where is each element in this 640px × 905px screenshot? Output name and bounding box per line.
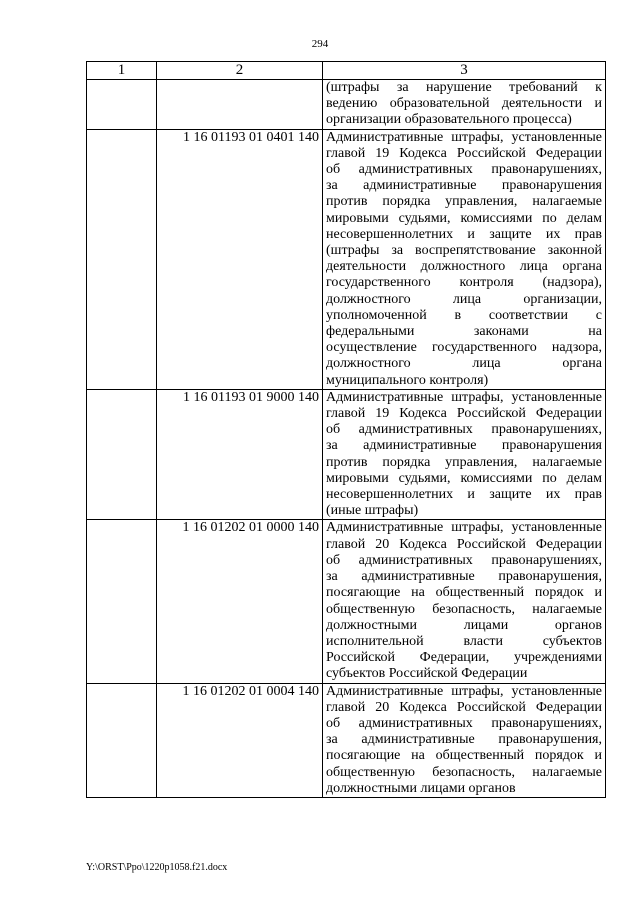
description-line: (иные штрафы): [326, 503, 419, 519]
description-line: исполнительной власти субъектов: [326, 633, 602, 649]
description-cell: [323, 389, 606, 520]
description-line: за административные правонарушения: [326, 438, 602, 454]
budget-code-table: [86, 61, 606, 798]
description-line: Административные штрафы, установленные: [326, 520, 602, 536]
description-line: должностного лица организации,: [326, 291, 602, 307]
page-number: 294: [311, 38, 329, 50]
description-line: несовершеннолетних и защите их прав: [326, 226, 602, 242]
row-number-cell: [87, 389, 157, 520]
description-line: главой 20 Кодекса Российской Федерации: [326, 536, 602, 552]
description-line: субъектов Российской Федерации: [326, 666, 528, 682]
description-line: федеральными законами на: [326, 324, 602, 340]
row-number-cell: [87, 683, 157, 797]
description-line: об административных правонарушениях,: [326, 552, 602, 568]
row-number-cell: [87, 80, 157, 130]
description-line: должностными лицами органов: [326, 780, 516, 796]
row-number-cell: [87, 129, 157, 389]
column-header-2: 2: [157, 62, 323, 80]
table-row: [87, 80, 606, 130]
table-header-row: [87, 62, 606, 80]
description-cell: [323, 80, 606, 130]
description-line: осуществление государственного надзора,: [326, 340, 602, 356]
description-line: муниципального контроля): [326, 372, 489, 388]
description-cell: [323, 129, 606, 389]
description-line: за административные правонарушения,: [326, 732, 602, 748]
description-cell: [323, 520, 606, 683]
description-line: Российской Федерации, учреждениями: [326, 650, 602, 666]
description-line: против порядка управления, налагаемые: [326, 194, 602, 210]
description-line: против порядка управления, налагаемые: [326, 454, 602, 470]
table-body: [87, 80, 606, 798]
description-line: главой 20 Кодекса Российской Федерации: [326, 699, 602, 715]
file-path-footer: Y:\ORST\Ppo\1220p1058.f21.docx: [86, 862, 228, 873]
description-line: посягающие на общественный порядок и: [326, 748, 602, 764]
description-line: деятельности должностного лица органа: [326, 259, 602, 275]
description-line: Административные штрафы, установленные: [326, 683, 602, 699]
description-line: должностными лицами органов: [326, 617, 602, 633]
table-row: [87, 129, 606, 389]
description-line: главой 19 Кодекса Российской Федерации: [326, 406, 602, 422]
description-line: Административные штрафы, установленные: [326, 389, 602, 405]
column-header-3: 3: [323, 62, 606, 80]
description-line: государственного контроля (надзора),: [326, 275, 602, 291]
description-line: несовершеннолетних и защите их прав: [326, 487, 602, 503]
description-line: Административные штрафы, установленные: [326, 129, 602, 145]
description-line: организации образовательного процесса): [326, 112, 572, 128]
description-line: мировыми судьями, комиссиями по делам: [326, 470, 602, 486]
description-line: главой 19 Кодекса Российской Федерации: [326, 145, 602, 161]
description-line: (штрафы за воспрепятствование законной: [326, 243, 602, 259]
table-row: [87, 389, 606, 520]
budget-code-cell: [157, 80, 323, 130]
description-line: об административных правонарушениях,: [326, 422, 602, 438]
budget-code-cell: 1 16 01193 01 0401 140: [157, 129, 323, 389]
description-line: мировыми судьями, комиссиями по делам: [326, 210, 602, 226]
description-line: (штрафы за нарушение требований к: [326, 80, 602, 95]
description-line: за административные правонарушения,: [326, 569, 602, 585]
description-line: об административных правонарушениях,: [326, 162, 602, 178]
table-row: [87, 520, 606, 683]
description-cell: [323, 683, 606, 797]
description-line: общественную безопасность, налагаемые: [326, 601, 602, 617]
description-line: должностного лица органа: [326, 356, 602, 372]
budget-code-cell: 1 16 01193 01 9000 140: [157, 389, 323, 520]
row-number-cell: [87, 520, 157, 683]
description-line: общественную безопасность, налагаемые: [326, 764, 602, 780]
description-line: за административные правонарушения: [326, 178, 602, 194]
budget-code-cell: 1 16 01202 01 0000 140: [157, 520, 323, 683]
description-line: уполномоченной в соответствии с: [326, 307, 602, 323]
budget-code-cell: 1 16 01202 01 0004 140: [157, 683, 323, 797]
description-line: посягающие на общественный порядок и: [326, 585, 602, 601]
description-line: об административных правонарушениях,: [326, 715, 602, 731]
column-header-1: 1: [87, 62, 157, 80]
description-line: ведению образовательной деятельности и: [326, 96, 602, 112]
table-row: [87, 683, 606, 797]
